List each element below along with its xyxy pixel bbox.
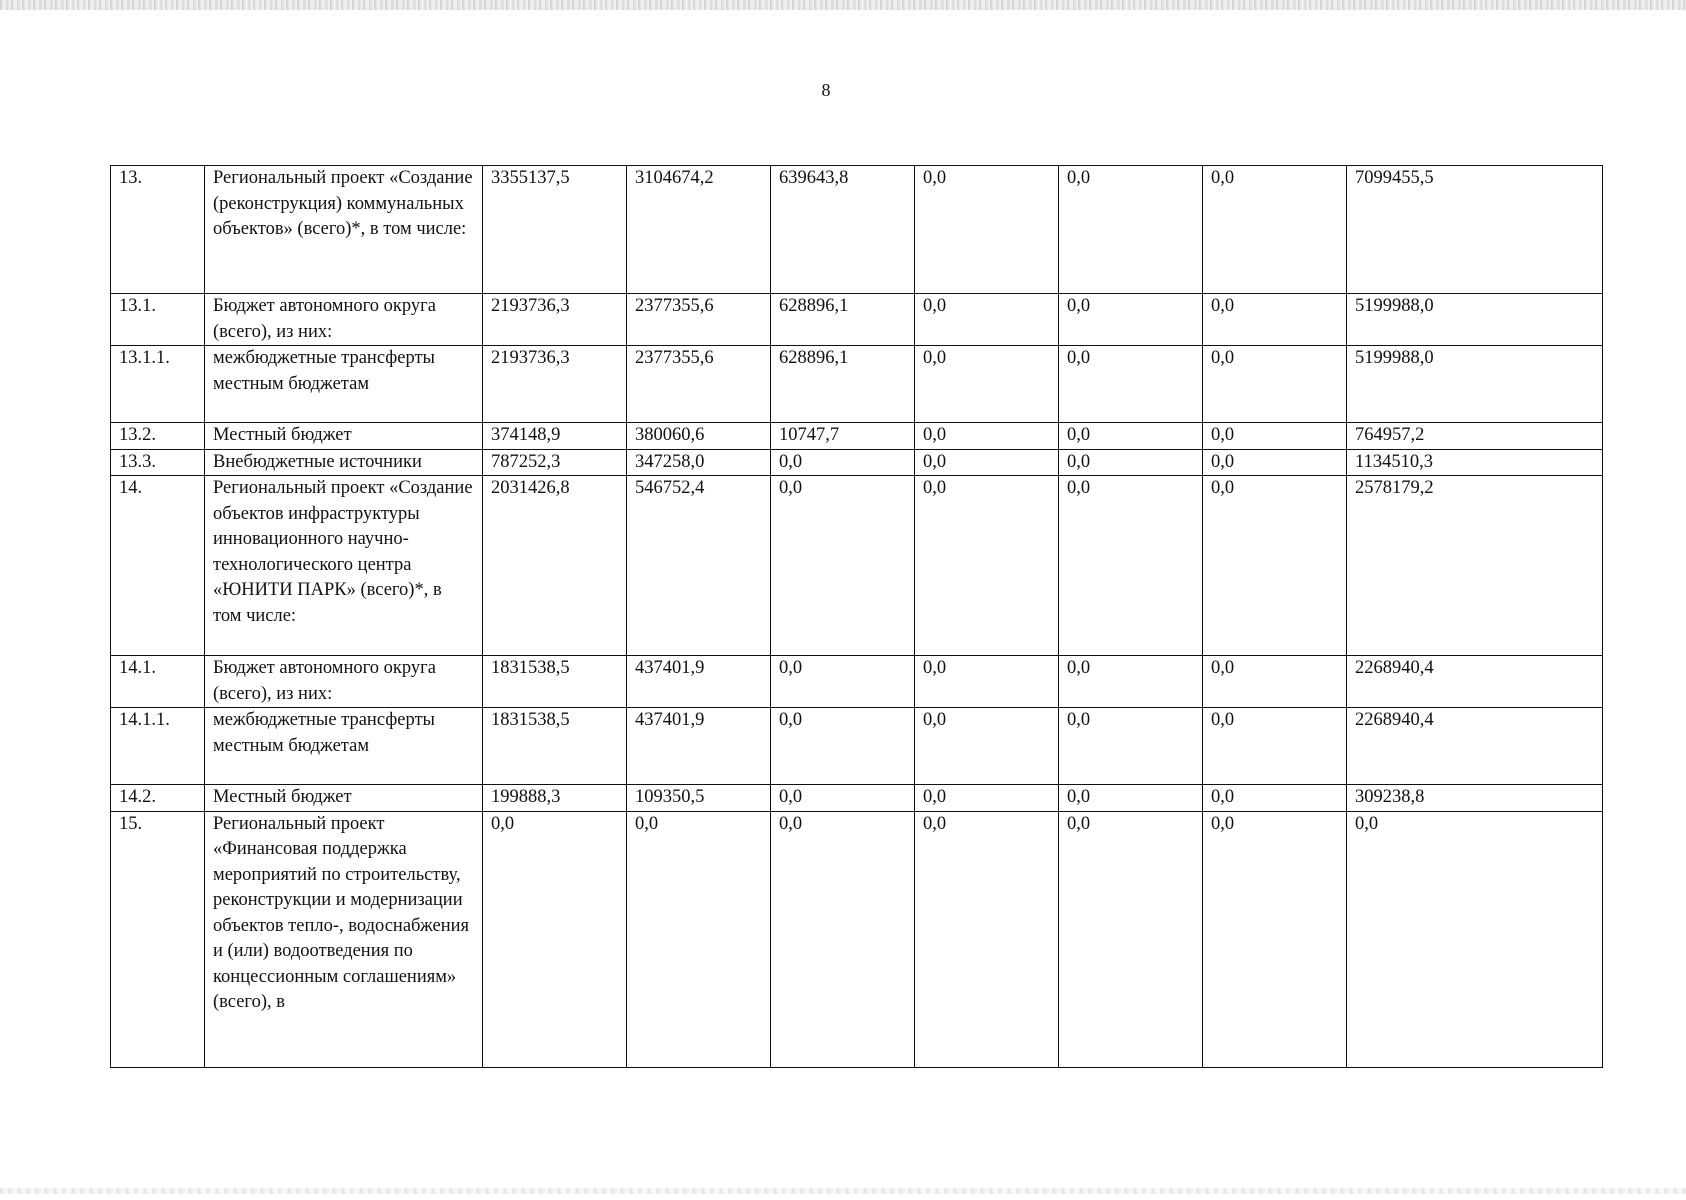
value-cell: 0,0 (627, 811, 771, 1067)
value-cell: 0,0 (1059, 708, 1203, 785)
value-cell: 0,0 (1203, 449, 1347, 476)
value-cell: 2377355,6 (627, 294, 771, 346)
value-cell: 0,0 (1059, 785, 1203, 812)
value-cell: 0,0 (771, 656, 915, 708)
row-number: 13.2. (111, 423, 205, 450)
value-cell: 437401,9 (627, 708, 771, 785)
value-cell: 0,0 (1203, 811, 1347, 1067)
value-cell: 2193736,3 (483, 346, 627, 423)
row-number: 13.3. (111, 449, 205, 476)
value-cell: 0,0 (915, 656, 1059, 708)
value-cell: 374148,9 (483, 423, 627, 450)
value-cell: 0,0 (1059, 423, 1203, 450)
table-row (111, 708, 1603, 785)
value-cell: 380060,6 (627, 423, 771, 450)
value-cell: 0,0 (1203, 423, 1347, 450)
row-name: межбюджетные трансферты местным бюджетам (205, 708, 483, 785)
total-cell: 2268940,4 (1347, 656, 1603, 708)
value-cell: 0,0 (1203, 346, 1347, 423)
row-number: 14.1. (111, 656, 205, 708)
value-cell: 546752,4 (627, 476, 771, 656)
row-name: межбюджетные трансферты местным бюджетам (205, 346, 483, 423)
value-cell: 0,0 (915, 449, 1059, 476)
value-cell: 0,0 (915, 476, 1059, 656)
total-cell: 2268940,4 (1347, 708, 1603, 785)
value-cell: 0,0 (915, 346, 1059, 423)
value-cell: 3355137,5 (483, 166, 627, 294)
value-cell: 2031426,8 (483, 476, 627, 656)
value-cell: 0,0 (1059, 166, 1203, 294)
value-cell: 0,0 (771, 811, 915, 1067)
table-row (111, 785, 1603, 812)
row-number: 13.1. (111, 294, 205, 346)
row-name: Региональный проект «Финансовая поддержка мероприятий по строительству, реконструкции и модернизации объектов тепло-, водоснабжения и (или) водоотведения по концессионным соглашениям» (всего), в (205, 811, 483, 1067)
value-cell: 639643,8 (771, 166, 915, 294)
row-name: Местный бюджет (205, 785, 483, 812)
value-cell: 0,0 (915, 294, 1059, 346)
table-row (111, 294, 1603, 346)
value-cell: 0,0 (915, 811, 1059, 1067)
value-cell: 1831538,5 (483, 656, 627, 708)
row-number: 15. (111, 811, 205, 1067)
row-name: Региональный проект «Создание (реконструкция) коммунальных объектов» (всего)*, в том числе: (205, 166, 483, 294)
total-cell: 5199988,0 (1347, 294, 1603, 346)
scan-edge-bottom (0, 1188, 1686, 1194)
page-number: 8 (821, 80, 831, 100)
value-cell: 0,0 (771, 708, 915, 785)
budget-table (110, 165, 1603, 1068)
value-cell: 628896,1 (771, 294, 915, 346)
value-cell: 10747,7 (771, 423, 915, 450)
table-row (111, 166, 1603, 294)
value-cell: 0,0 (915, 423, 1059, 450)
table-row (111, 346, 1603, 423)
value-cell: 0,0 (1203, 294, 1347, 346)
table-row (111, 423, 1603, 450)
value-cell: 0,0 (1059, 811, 1203, 1067)
value-cell: 628896,1 (771, 346, 915, 423)
scan-edge-top (0, 0, 1686, 10)
row-name: Внебюджетные источники (205, 449, 483, 476)
value-cell: 3104674,2 (627, 166, 771, 294)
total-cell: 5199988,0 (1347, 346, 1603, 423)
value-cell: 0,0 (1059, 449, 1203, 476)
value-cell: 2377355,6 (627, 346, 771, 423)
row-name: Бюджет автономного округа (всего), из них: (205, 294, 483, 346)
row-name: Бюджет автономного округа (всего), из них: (205, 656, 483, 708)
row-number: 14.1.1. (111, 708, 205, 785)
total-cell: 0,0 (1347, 811, 1603, 1067)
value-cell: 787252,3 (483, 449, 627, 476)
row-number: 14. (111, 476, 205, 656)
value-cell: 0,0 (1203, 656, 1347, 708)
total-cell: 309238,8 (1347, 785, 1603, 812)
table-row (111, 811, 1603, 1067)
value-cell: 2193736,3 (483, 294, 627, 346)
value-cell: 0,0 (915, 785, 1059, 812)
value-cell: 0,0 (1203, 166, 1347, 294)
value-cell: 0,0 (915, 166, 1059, 294)
table-row (111, 449, 1603, 476)
value-cell: 0,0 (1059, 294, 1203, 346)
value-cell: 199888,3 (483, 785, 627, 812)
total-cell: 7099455,5 (1347, 166, 1603, 294)
row-number: 14.2. (111, 785, 205, 812)
value-cell: 437401,9 (627, 656, 771, 708)
value-cell: 0,0 (1203, 476, 1347, 656)
value-cell: 1831538,5 (483, 708, 627, 785)
value-cell: 0,0 (915, 708, 1059, 785)
value-cell: 0,0 (771, 476, 915, 656)
table-row (111, 476, 1603, 656)
row-name: Местный бюджет (205, 423, 483, 450)
value-cell: 0,0 (1059, 346, 1203, 423)
total-cell: 2578179,2 (1347, 476, 1603, 656)
total-cell: 1134510,3 (1347, 449, 1603, 476)
value-cell: 0,0 (771, 785, 915, 812)
table-row (111, 656, 1603, 708)
value-cell: 0,0 (483, 811, 627, 1067)
value-cell: 347258,0 (627, 449, 771, 476)
value-cell: 0,0 (1203, 708, 1347, 785)
total-cell: 764957,2 (1347, 423, 1603, 450)
value-cell: 0,0 (771, 449, 915, 476)
value-cell: 0,0 (1203, 785, 1347, 812)
value-cell: 0,0 (1059, 476, 1203, 656)
value-cell: 0,0 (1059, 656, 1203, 708)
row-name: Региональный проект «Создание объектов инфраструктуры инновационного научно-технологического центра «ЮНИТИ ПАРК» (всего)*, в том числе: (205, 476, 483, 656)
row-number: 13. (111, 166, 205, 294)
value-cell: 109350,5 (627, 785, 771, 812)
row-number: 13.1.1. (111, 346, 205, 423)
